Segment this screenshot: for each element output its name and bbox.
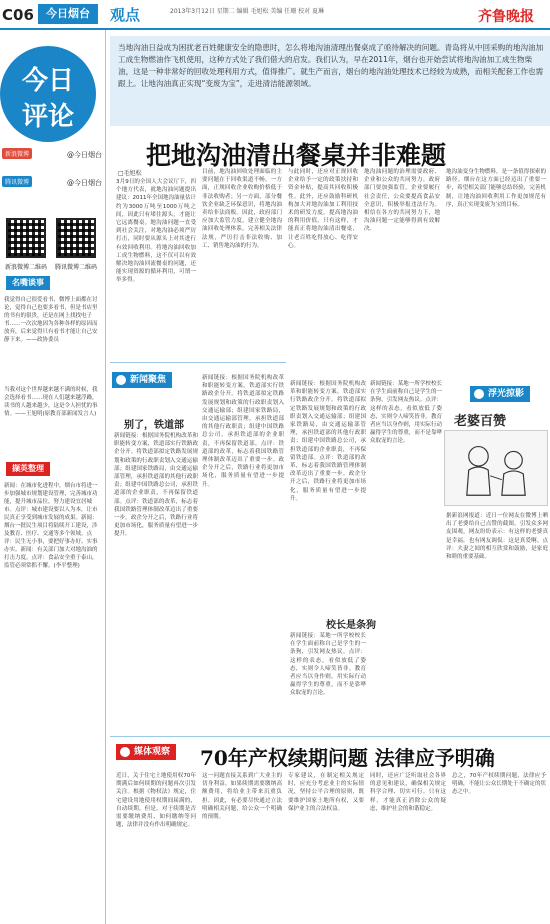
cartoon-illustration <box>445 431 547 505</box>
article1-col5: 地沟油变身生物燃料，是一条值得探索的路径。烟台在这方面已经迈出了重要一步，希望相关部门能够总结经验，完善机制，让地沟油回收利用工作更加规范有序，真正实现变废为宝的目标。 <box>446 169 546 208</box>
label-photo <box>470 386 530 402</box>
divider <box>110 362 286 363</box>
section-title-famous: 名嘴谈事 <box>6 276 50 290</box>
article1-col1: 3月9日的全国人大会议厅下，四个地方代表，就地沟油问题提出建议：2011年全国地沟油量估计约为3000万吨至1000万吨之间，因此只有堵住源头，才能让它远离餐桌。地沟油问题一直受到社会关注，对地沟油必须严厉打击，同时要从源头上对其进行有效回收利用。将地沟油回收加工成生物燃料，这不仅可以有效解决地沟油回流餐桌的问题，还能实现资源的循环利用，可谓一举多得。 <box>116 179 196 284</box>
photo-text: 据新浪网报道：近日一位网友在微博上晒出了老婆给自己点赞的截图，引发众多网友围观。网友纷纷表示：有这样的老婆真是幸福。也有网友调侃：这是真爱啊。点评：夫妻之间的相互欣赏和鼓励，是家庭和睦的重要基础。 <box>446 513 548 561</box>
article1-byline: □毛旭松 <box>118 170 142 177</box>
label-photo-text: 浮光掠影 <box>488 389 525 399</box>
digest-text: 新闻：在城市化进程中，烟台市将进一步加强城市规划建设管理，完善城市功能，提升城市品位，努力建设宜居城市。点评：城市建设要以人为本，让市民真正享受到城市发展的成果。新闻：烟台一批民生项目将陆续开工建设，涉及教育、医疗、交通等多个领域。点评：民生无小事，要把好事办好、实事办实。新闻：有关部门加大对地沟油的打击力度。点评：食品安全重于泰山，监管必须常抓不懈。(李平整理) <box>4 483 98 569</box>
header-meta: 2013年3月12日 星期二 编辑 毛旭松 美编 任珊 校对 夏琳 <box>170 8 325 15</box>
article2-headline: 70年产权续期问题 法律应予明确 <box>200 746 495 770</box>
label-dot-icon <box>116 375 126 385</box>
tweibo-icon: 腾讯微博 <box>2 176 32 187</box>
intro-summary-box <box>110 36 550 126</box>
label-media-observe-text: 媒体观察 <box>134 747 171 757</box>
news-text-1b: 新闻链接：根据国务院机构改革和职能转变方案，铁道部实行铁路政企分开。将铁道部拟定铁路发展规划和政策的行政职责划入交通运输部；组建国家铁路局，由交通运输部管理，承担铁道部的其他行政职责；组建中国铁路总公司，承担铁道部的企业职责，不再保留铁道部。点评：铁道部的改革，标志着我国铁路管理体制改革迈出了重要一步。政企分开之后，铁路行业将更加市场化，服务质量有望进一步提升。 <box>202 375 284 488</box>
article2-col4: 同时，还应广泛听取社会各界的意见和建议，确保相关规定科学合理、切实可行。只有这样，才能真正消除公众的疑虑，维护社会的和谐稳定。 <box>370 773 446 812</box>
article2-col5: 总之，70年产权续期问题，法律应予明确，不能让公众长期处于不确定的状态之中。 <box>452 773 546 796</box>
weibo-icon: 新浪微博 <box>2 148 32 159</box>
label-news-focus <box>112 372 172 388</box>
news-text-1c: 新闻链接：根据国务院机构改革和职能转变方案，铁道部实行铁路政企分开。将铁道部拟定铁路发展规划和政策的行政职责划入交通运输部；组建国家铁路局，由交通运输部管理，承担铁道部的其他行政职责；组建中国铁路总公司，承担铁道部的企业职责，不再保留铁道部。点评：铁道部的改革，标志着我国铁路管理体制改革迈出了重要一步。政企分开之后，铁路行业将更加市场化，服务质量有望进一步提升。 <box>290 381 366 502</box>
section-title-digest: 撷英整理 <box>6 462 50 476</box>
article1-col4: 地沟油问题的治理需要政府、企业和公众的共同努力。政府部门要加强监管，企业要履行社会责任，公众要提高食品安全意识，积极举报违法行为。相信在各方的共同努力下，地沟油问题一定能够得到有效解决。 <box>364 169 440 233</box>
news-subhead-2: 校长是条狗 <box>326 620 376 631</box>
news-subhead-1: 别了，铁道部 <box>124 420 184 431</box>
label-news-focus-text: 新闻聚焦 <box>130 375 167 385</box>
qr-caption-weibo: 新浪微博二维码 <box>4 264 47 271</box>
tweibo-follow[interactable] <box>2 176 104 192</box>
news-text-2b: 新闻链接：某地一所学校校长在学生面前称自己是学生的一条狗，引发网友热议。点评：这样的表态，看似放低了姿态，实则令人啼笑皆非。教育者应当以身作则，用实际行动赢得学生的尊重，而不是靠哗众取宠的言论。 <box>370 381 442 445</box>
qr-code-tweibo[interactable] <box>56 218 96 258</box>
page-code: C06 <box>2 6 34 24</box>
qr-caption-tweibo: 腾讯微博二维码 <box>54 264 97 271</box>
intro-summary: 当地沟油日益成为困扰老百姓健康安全的隐患时，怎么将地沟油清理出餐桌成了亟待解决的问题。青岛将从中回采购的地沟油加工成生物燃油作飞机使用，这种方式处了我们借大的启发。我们认为，早在2011年，烟台也开始尝试将地沟油加工成生物柴油，这是一种非常好的回收处理利用方式，值得推广。就生产而言，烟台的地沟油处理技术已经较为成熟，而相关配套工作也需跟上。让地沟油真正实现“变废为宝”，走进清洁能源领域。 <box>118 43 544 88</box>
famous-quotes-1: 我觉得自己很爱看书，微博上面都在讨论，觉得自己也要多看书，但是书店里的书有的很贵，还是在网上找找电子书……一次次地因为各种各样的原因而放弃，后来觉得只有看书才能让自己安静下来。——政协委员 <box>4 297 98 343</box>
news-text-1a: 新闻链接：根据国务院机构改革和职能转变方案，铁道部实行铁路政企分开。将铁道部拟定铁路发展规划和政策的行政职责划入交通运输部；组建国家铁路局，由交通运输部管理，承担铁道部的其他行政职责；组建中国铁路总公司，承担铁道部的企业职责，不再保留铁道部。点评：铁道部的改革，标志着我国铁路管理体制改革迈出了重要一步。政企分开之后，铁路行业将更加市场化，服务质量有望进一步提升。 <box>114 433 198 538</box>
masthead-logo: 齐鲁晚报 <box>478 9 534 25</box>
qr-code-weibo[interactable] <box>6 218 46 258</box>
article2-col2: 这一问题直接关系到广大业主的切身利益。如果续期需要缴纳高额费用，将给业主带来沉重负担。因此，有必要尽快通过立法明确相关问题，给公众一个明确的预期。 <box>202 773 282 821</box>
divider <box>110 736 550 737</box>
news-text-2: 新闻链接：某地一所学校校长在学生面前称自己是学生的一条狗，引发网友热议。点评：这样的表态，看似放低了姿态，实则令人啼笑皆非。教育者应当以身作则，用实际行动赢得学生的尊重，而不是靠哗众取宠的言论。 <box>290 633 366 697</box>
famous-quotes-2: 当我对这个世界越来越不满的时候，我会选择看书……现在人们越来越浮躁，读书的人越来越少，这是令人担忧的事情。——王旭明(原教育部新闻发言人) <box>4 387 98 417</box>
label-dot-icon <box>474 389 484 399</box>
tweibo-handle: @今日烟台 <box>67 179 102 187</box>
article2-col1: 近日，关于住宅土地使用权70年期满后如何续期的问题再次引发关注。根据《物权法》规定，住宅建设用地使用权期间届满的，自动续期。但是，对于续期是否需要缴纳费用、如何缴纳等问题，法律并没有作出明确规定。 <box>116 773 196 829</box>
cartoon-image <box>444 430 548 506</box>
weibo-handle: @今日烟台 <box>67 151 102 159</box>
weibo-follow[interactable] <box>2 148 104 164</box>
left-column <box>0 30 106 924</box>
article1-col3: 与此同时，还应对正规回收企业给予一定的政策扶持和资金补贴，提高其回收积极性。此外，还应鼓励科研机构加大对地沟油加工利用技术的研发力度，提高地沟油的利用价值。只有这样，才能真正将地沟油清出餐桌，让老百姓吃得放心、吃得安心。 <box>288 169 358 249</box>
emblem-line1: 今日 <box>21 66 74 96</box>
page-header <box>0 0 550 30</box>
label-dot-icon <box>120 747 130 757</box>
qr-codes <box>4 218 102 271</box>
label-media-observe <box>116 744 176 760</box>
section-tag: 今日烟台 <box>38 4 98 24</box>
article1-headline: 把地沟油清出餐桌并非难题 <box>146 141 447 170</box>
section-emblem <box>0 46 96 142</box>
article2-col3: 专家建议，在制定相关规定时，应充分考虑业主的实际情况，坚持公平合理的原则，既要维护国家土地所有权，又要保护业主的合法权益。 <box>288 773 364 812</box>
photo-title: 老婆百赞 <box>454 414 507 429</box>
section-name: 观点 <box>110 6 141 24</box>
emblem-line2: 评论 <box>21 102 74 132</box>
article1-col2: 目前，地沟油回收处理面临的主要问题在于回收渠道不畅。一方面，正规回收企业收购价格低于非法收购者；另一方面，部分餐饮企业缺乏环保意识，将地沟油卖给非法商贩。因此，政府部门应加大监管力度，建立健全地沟油回收处理体系，完善相关法律法规，严厉打击非法收购、加工、销售地沟油的行为。 <box>202 169 282 249</box>
